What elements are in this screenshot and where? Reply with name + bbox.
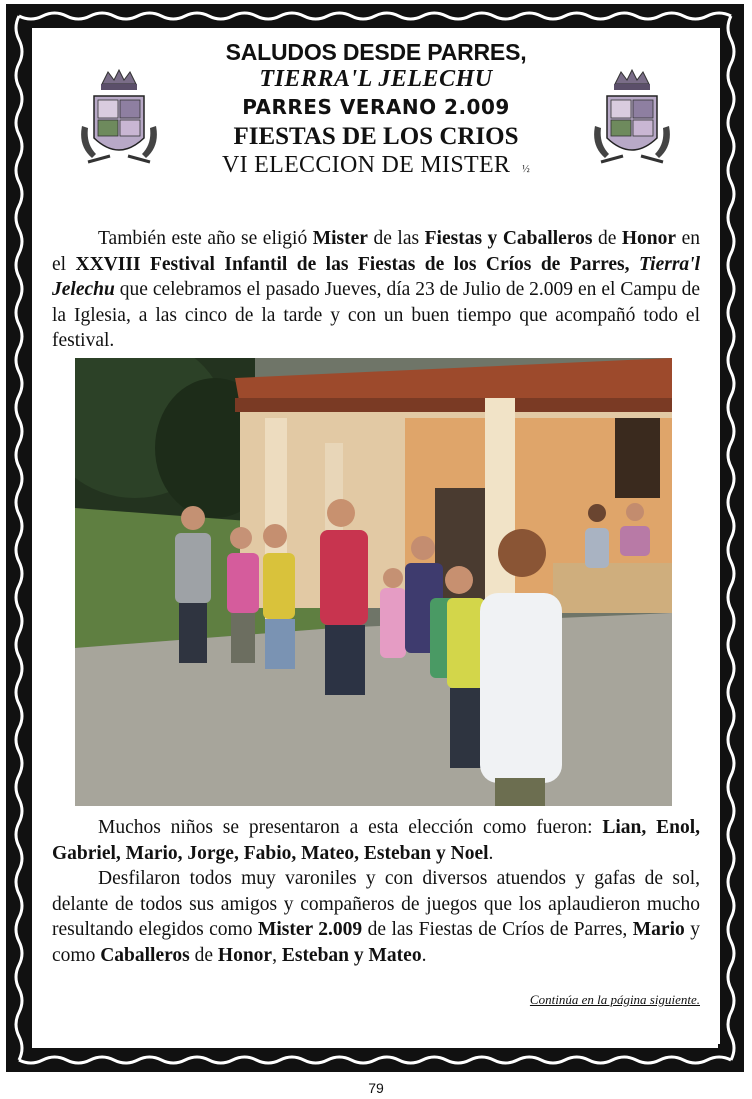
event-title: FIESTAS DE LOS CRIOS	[233, 123, 519, 150]
intro-bold: Mister	[312, 228, 368, 249]
result-text: Desfilaron todos muy varoniles y con diversos atuendos y gafas de sol, delante de todos sus amigos y compañeros de juegos que los aplaudieron mucho resultando elegidos como	[52, 868, 700, 940]
result-bold: Caballeros	[100, 944, 190, 966]
event-year: PARRES VERANO 2.009	[242, 95, 510, 119]
result-paragraph	[52, 866, 700, 968]
candidates-text: Muchos niños se presentaron a esta elección como fueron:	[98, 817, 603, 838]
intro-bold: XXVIII Festival Infantil de las Fiestas de los Críos de Parres,	[75, 253, 630, 275]
page-header	[32, 38, 720, 184]
result-text: ,	[272, 944, 282, 966]
section-title	[32, 151, 720, 184]
closing-paragraphs	[52, 815, 700, 968]
result-bold: Mario	[632, 919, 685, 940]
intro-text: en el	[52, 228, 701, 275]
section-title-text: VI ELECCION DE MISTER	[221, 152, 511, 178]
intro-text: de	[592, 228, 622, 249]
result-bold: Mister 2.009	[257, 919, 363, 940]
section-title-mark: ½	[522, 164, 531, 175]
result-text: .	[421, 944, 427, 966]
result-text: y como	[52, 919, 700, 966]
page-content	[32, 28, 720, 1044]
result-text: de	[189, 944, 218, 966]
intro-bold: Fiestas y Caballeros	[424, 228, 593, 249]
candidates-names: Lian, Enol, Gabriel, Mario, Jorge, Fabio, Mateo, Esteban y Noel	[52, 817, 700, 864]
result-bold: Honor	[217, 944, 273, 966]
candidates-text: .	[488, 842, 494, 864]
candidates-paragraph	[52, 815, 700, 866]
intro-text: de las	[367, 228, 425, 249]
intro-bold: Honor	[621, 228, 677, 249]
intro-text: que celebramos el pasado Jueves, día 23 de Julio de 2.009 en el Campu de la Iglesia, a las cinco de la tarde y con un buen tiempo que acompañó todo el festival.	[52, 279, 700, 351]
intro-paragraph	[52, 226, 700, 354]
result-bold: Esteban y Mateo	[281, 944, 422, 966]
intro-bold-italic: Tierra'l Jelechu	[52, 253, 701, 300]
result-text: de las Fiestas de Críos de Parres,	[362, 919, 633, 940]
page-number: 79	[368, 1080, 384, 1096]
intro-text	[630, 254, 639, 275]
intro-text: También este año se eligió	[98, 228, 313, 249]
continued-note: Continúa en la página siguiente.	[529, 992, 700, 1007]
greeting-title: SALUDOS DESDE PARRES,	[225, 39, 527, 65]
event-photo	[75, 358, 672, 806]
tagline: TIERRA'L JELECHU	[259, 66, 493, 92]
